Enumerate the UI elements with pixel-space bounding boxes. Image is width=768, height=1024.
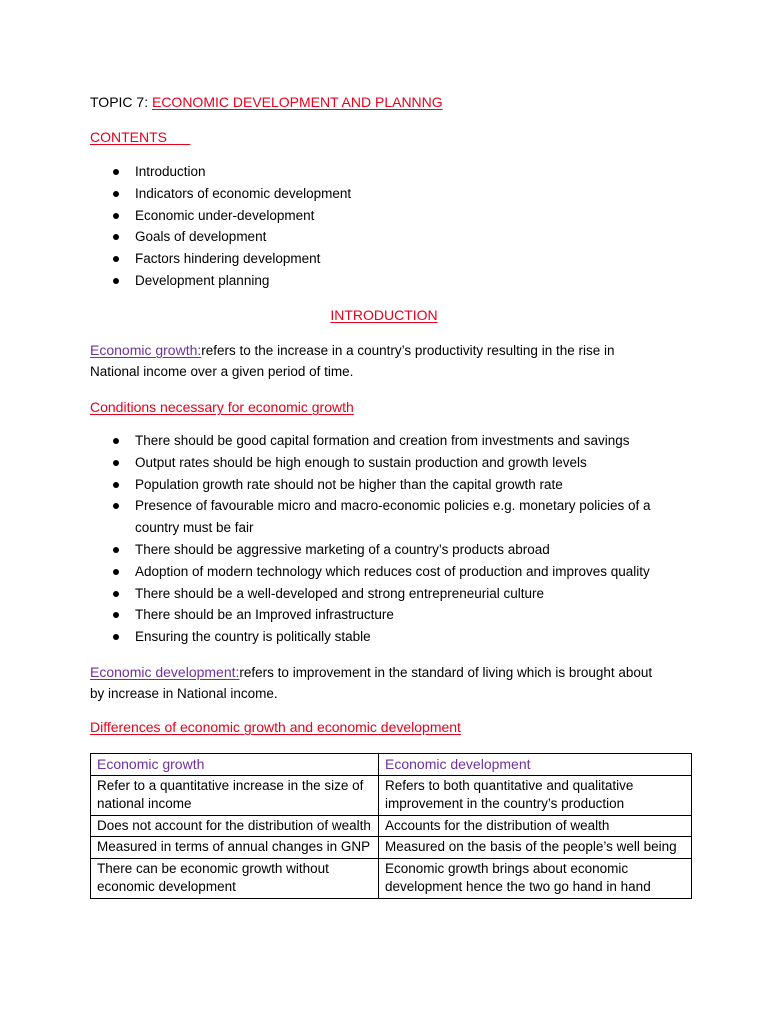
list-item: Population growth rate should not be higher than the capital growth rate <box>111 474 651 496</box>
header-economic-growth: Economic growth <box>91 754 379 776</box>
bullet-icon <box>113 612 119 618</box>
header-economic-development: Economic development <box>379 754 692 776</box>
list-item: Goals of development <box>111 226 351 248</box>
table-header-row <box>91 754 692 776</box>
list-item: Presence of favourable micro and macro-economic policies e.g. monetary policies of a country must be fair <box>111 495 651 539</box>
table-cell: Refer to a quantitative increase in the size of national income <box>91 775 379 815</box>
bullet-icon <box>113 191 119 197</box>
list-item: Factors hindering development <box>111 248 351 270</box>
table-cell: Accounts for the distribution of wealth <box>379 815 692 837</box>
list-item: There should be a well-developed and strong entrepreneurial culture <box>111 583 651 605</box>
development-term: Economic development: <box>90 664 240 680</box>
table-row <box>91 858 692 898</box>
differences-heading: Differences of economic growth and economic development <box>90 719 461 735</box>
growth-term: Economic growth: <box>90 342 202 358</box>
bullet-icon <box>113 438 119 444</box>
list-item: Indicators of economic development <box>111 183 351 205</box>
bullet-icon <box>113 591 119 597</box>
bullet-icon <box>113 169 119 175</box>
bullet-icon <box>113 503 119 509</box>
bullet-icon <box>113 460 119 466</box>
conditions-heading: Conditions necessary for economic growth <box>90 399 354 415</box>
table-row <box>91 815 692 837</box>
table-cell: Economic growth brings about economic development hence the two go hand in hand <box>379 858 692 898</box>
conditions-list <box>111 430 651 648</box>
bullet-icon <box>113 213 119 219</box>
list-item: Development planning <box>111 270 351 292</box>
bullet-icon <box>113 482 119 488</box>
table-row <box>91 837 692 859</box>
list-item: Introduction <box>111 161 351 183</box>
development-definition-line1: Economic development:refers to improvement in the standard of living which is brought about <box>90 664 653 680</box>
bullet-icon <box>113 634 119 640</box>
table-cell: Refers to both quantitative and qualitative improvement in the country’s production <box>379 775 692 815</box>
growth-definition-line2: National income over a given period of time. <box>90 364 354 379</box>
list-item: There should be aggressive marketing of a country’s products abroad <box>111 539 651 561</box>
bullet-icon <box>113 256 119 262</box>
contents-heading: CONTENTS <box>90 129 191 145</box>
list-item: Economic under-development <box>111 205 351 227</box>
topic-line <box>90 93 443 111</box>
table-cell: There can be economic growth without economic development <box>91 858 379 898</box>
table-cell: Measured on the basis of the people’s well being <box>379 837 692 859</box>
bullet-icon <box>113 547 119 553</box>
table-cell: Measured in terms of annual changes in GNP <box>91 837 379 859</box>
development-definition-line2: by increase in National income. <box>90 686 278 701</box>
list-item: There should be an Improved infrastructure <box>111 604 651 626</box>
topic-prefix: TOPIC 7: <box>90 94 152 110</box>
bullet-icon <box>113 569 119 575</box>
list-item: Ensuring the country is politically stable <box>111 626 651 648</box>
introduction-heading: INTRODUCTION <box>330 307 438 323</box>
contents-list <box>111 161 351 292</box>
differences-table <box>90 753 692 899</box>
topic-title: ECONOMIC DEVELOPMENT AND PLANNNG <box>151 94 443 110</box>
bullet-icon <box>113 234 119 240</box>
list-item: Output rates should be high enough to sustain production and growth levels <box>111 452 651 474</box>
list-item: Adoption of modern technology which reduces cost of production and improves quality <box>111 561 651 583</box>
growth-definition-line1: Economic growth:refers to the increase in a country’s productivity resulting in the rise in <box>90 342 615 358</box>
bullet-icon <box>113 278 119 284</box>
list-item: There should be good capital formation and creation from investments and savings <box>111 430 651 452</box>
table-row <box>91 775 692 815</box>
table-cell: Does not account for the distribution of wealth <box>91 815 379 837</box>
